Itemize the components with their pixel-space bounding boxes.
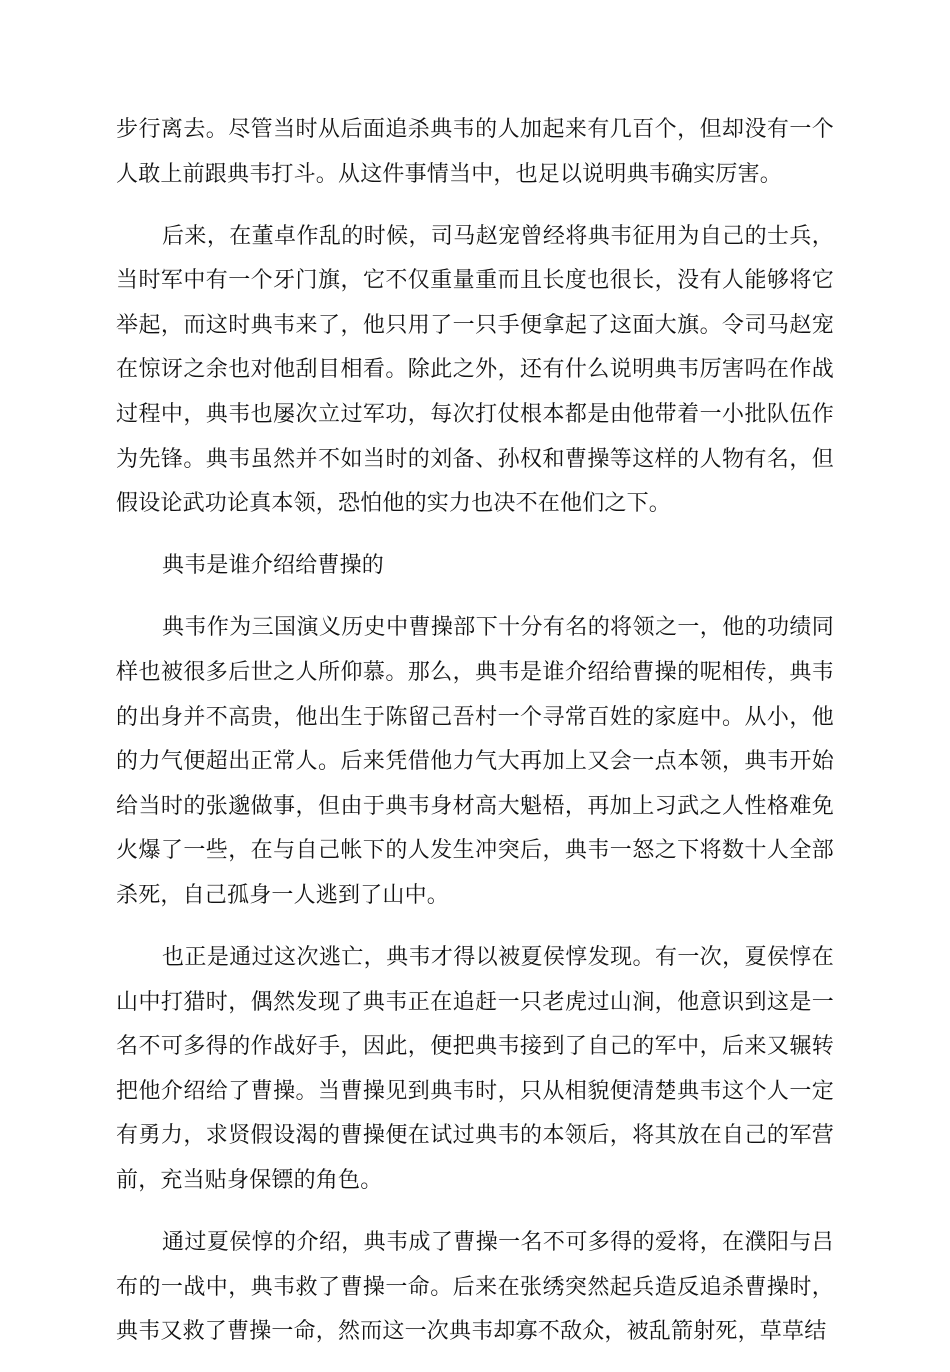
paragraph-continuation: 步行离去。尽管当时从后面追杀典韦的人加起来有几百个，但却没有一个人敢上前跟典韦打斗。从这件事情当中，也足以说明典韦确实厉害。 xyxy=(116,117,834,187)
paragraph-saving-cao-cao: 通过夏侯惇的介绍，典韦成了曹操一名不可多得的爱将，在濮阳与吕布的一战中，典韦救了曹操一命。后来在张绣突然起兵造反追杀曹操时，典韦又救了曹操一命，然而这一次典韦却寡不敌众，被乱箭射死，草草结 xyxy=(116,1230,834,1345)
section-heading: 典韦是谁介绍给曹操的 xyxy=(162,553,385,579)
paragraph-xiahou-dun: 也正是通过这次逃亡，典韦才得以被夏侯惇发现。有一次，夏侯惇在山中打猎时，偶然发现了典韦正在追赶一只老虎过山涧，他意识到这是一名不可多得的作战好手，因此，便把典韦接到了自己的军中，后来又辗转把他介绍给了曹操。当曹操见到典韦时，只从相貌便清楚典韦这个人一定有勇力，求贤假设渴的曹操便在试过典韦的本领后，将其放在自己的军营前，充当贴身保镖的角色。 xyxy=(116,945,834,1194)
document-body xyxy=(116,108,834,1372)
paragraph-dianwei-banner: 后来，在董卓作乱的时候，司马赵宠曾经将典韦征用为自己的士兵，当时军中有一个牙门旗，它不仅重量重而且长度也很长，没有人能够将它举起，而这时典韦来了，他只用了一只手便拿起了这面大旗。令司马赵宠在惊讶之余也对他刮目相看。除此之外，还有什么说明典韦厉害吗在作战过程中，典韦也屡次立过军功，每次打仗根本都是由他带着一小批队伍作为先锋。典韦虽然并不如当时的刘备、孙权和曹操等这样的人物有名，但假设论武功论真本领，恐怕他的实力也决不在他们之下。 xyxy=(116,223,834,517)
paragraph-dianwei-origin: 典韦作为三国演义历史中曹操部下十分有名的将领之一，他的功绩同样也被很多后世之人所仰慕。那么，典韦是谁介绍给曹操的呢相传，典韦的出身并不高贵，他出生于陈留己吾村一个寻常百姓的家庭中。从小，他的力气便超出正常人。后来凭借他力气大再加上又会一点本领，典韦开始给当时的张邈做事，但由于典韦身材高大魁梧，再加上习武之人性格难免火爆了一些，在与自己帐下的人发生冲突后，典韦一怒之下将数十人全部杀死，自己孤身一人逃到了山中。 xyxy=(116,615,834,908)
